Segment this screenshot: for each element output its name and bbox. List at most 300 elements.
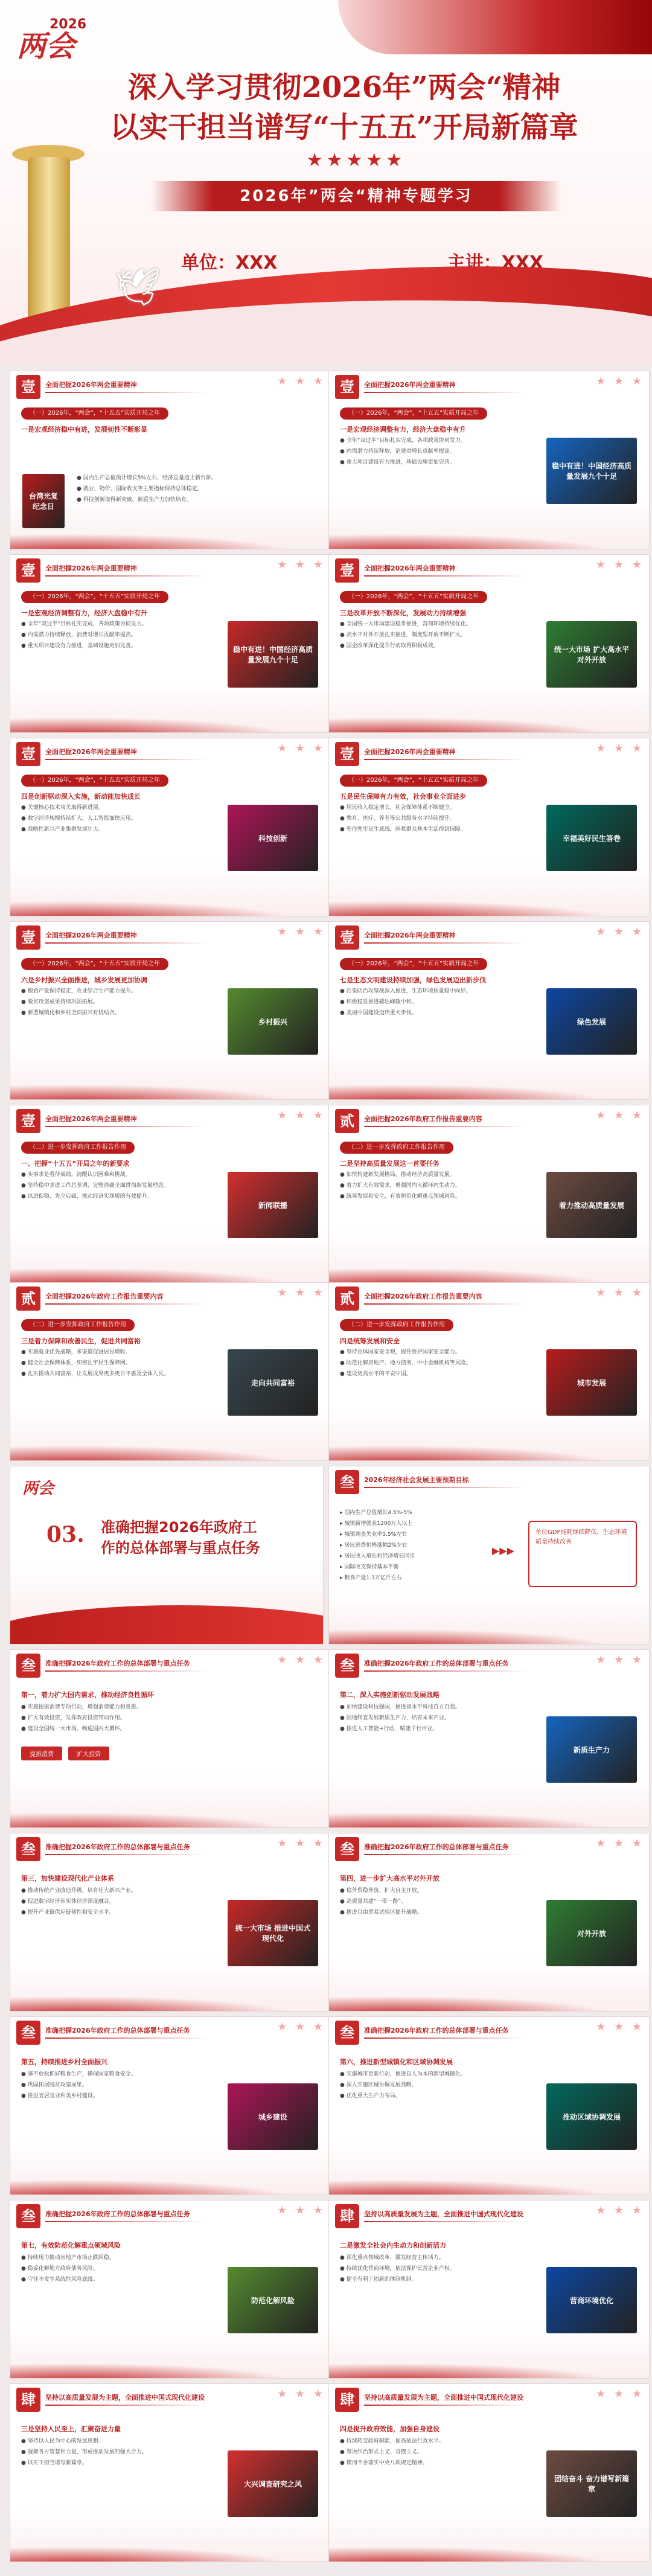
body-paragraph: ● 重大项目建设有力推进，基础设施更加完善。 xyxy=(340,459,455,465)
section-number: 叁 xyxy=(16,2021,40,2045)
paragraph-text: 深入实施区域协调发展战略。 xyxy=(346,2082,417,2088)
paragraph-text: 高质量共建“一带一路”。 xyxy=(346,1899,407,1905)
footer-wave xyxy=(329,2543,649,2562)
content-slide xyxy=(10,921,331,1100)
paragraph-text: 着力扩大有效需求，增强国内大循环内生动力。 xyxy=(346,1183,461,1189)
content-slide xyxy=(10,554,331,733)
footer-wave xyxy=(10,2176,330,2194)
body-paragraph: ● 健全社会保障体系，织密扎牢民生保障网。 xyxy=(21,1360,131,1366)
target-text: 粮食产量1.3万亿斤左右 xyxy=(344,1575,402,1581)
body-paragraph: ● 实施提振消费专项行动，增强消费能力和意愿。 xyxy=(21,1704,142,1710)
unit-label: 单位：XXX xyxy=(181,252,278,273)
body-paragraph: ● 建设更高水平的平安中国。 xyxy=(340,1371,412,1377)
section-title: 全面把握2026年两会重要精神 xyxy=(364,748,456,756)
paragraph-text: 坚持以人民为中心的发展思想。 xyxy=(27,2438,104,2444)
slide-heading: 三是改革开放不断深化，发展动力持续增强 xyxy=(340,609,466,617)
header-underline xyxy=(45,2221,208,2222)
body-paragraph: ● 全年“双过半”目标扎实完成，各项政策协同发力。 xyxy=(340,438,467,444)
section-number: 肆 xyxy=(16,2388,40,2412)
paragraph-text: 提升产业链供应链韧性和安全水平。 xyxy=(27,1910,115,1916)
section-number: 壹 xyxy=(335,925,359,950)
section-number: 肆 xyxy=(335,2204,359,2228)
paragraph-text: 推动传统产业改造升级，培育壮大新兴产业。 xyxy=(27,1888,136,1894)
section-title: 全面把握2026年两会重要精神 xyxy=(364,381,456,389)
section-number: 叁 xyxy=(335,1837,359,1861)
body-paragraph: ● 巩固拓展脱贫攻坚成果。 xyxy=(21,2082,88,2088)
header-underline xyxy=(364,759,527,760)
content-slide xyxy=(328,2016,650,2195)
target-text: 国内生产总值增长4.5%-5% xyxy=(344,1510,412,1516)
slide-body xyxy=(21,2437,214,2470)
slide-heading: 第六，推进新型城镇化和区域协调发展 xyxy=(340,2058,453,2066)
footer-wave xyxy=(329,1626,649,1644)
header-underline xyxy=(45,2037,208,2039)
paragraph-text: 实事求是看待成绩，清醒认识困难和挑战。 xyxy=(27,1172,131,1178)
cover-title-line2: 以实干担当谱写“十五五”开局新篇章 xyxy=(110,110,578,144)
paragraph-text: 促进数字经济和实体经济深度融合。 xyxy=(27,1899,115,1905)
sub-banner: （一）2026年，“两会”，“十五五”实质开局之年 xyxy=(21,958,168,970)
section-number: 肆 xyxy=(335,2388,359,2412)
section-number: 壹 xyxy=(16,742,40,766)
paragraph-text: 高水平对外开放扎实推进，制度型开放不断扩大。 xyxy=(346,632,466,638)
paragraph-text: 科技创新取得新突破，新质生产力加快培育。 xyxy=(83,497,192,503)
header-underline xyxy=(364,392,527,393)
paragraph-text: 实施提振消费专项行动，增强消费能力和意愿。 xyxy=(27,1704,142,1710)
paragraph-text: 因地制宜发展新质生产力，培育未来产业。 xyxy=(346,1715,450,1721)
body-paragraph: ● 美丽中国建设迈出重大步伐。 xyxy=(340,1010,417,1016)
slide-image xyxy=(546,2450,637,2517)
paragraph-text: 实施就业优先战略，多渠道促进居民增收。 xyxy=(27,1349,131,1355)
content-slide xyxy=(10,1833,331,2012)
cover-slide xyxy=(0,0,652,365)
body-paragraph: ● 持续优化营商环境，依法保护民营企业产权。 xyxy=(340,2266,455,2272)
body-paragraph: ● 深化重点领域改革，激发经营主体活力。 xyxy=(340,2255,444,2261)
body-paragraph: ● 高水平对外开放扎实推进，制度型开放不断扩大。 xyxy=(340,632,466,638)
section-title: 全面把握2026年两会重要精神 xyxy=(364,932,456,939)
footer-wave xyxy=(329,1809,649,1827)
target-item: ▸ 居民消费价格涨幅2%左右 xyxy=(340,1542,408,1548)
slide-heading: 一、把握“十五五”开局之年的新要求 xyxy=(21,1160,130,1168)
paragraph-text: 重大项目建设有力推进，基础设施更加完善。 xyxy=(27,643,136,649)
paragraph-text: 深化重点领域改革，激发经营主体活力。 xyxy=(346,2255,444,2261)
slide-body xyxy=(340,2437,533,2470)
image-caption: 乡村振兴 xyxy=(258,1017,287,1026)
paragraph-text: 加快建设科技强国，推进高水平科技自立自强。 xyxy=(346,1704,461,1710)
slide-image xyxy=(546,805,637,871)
content-slide xyxy=(328,1105,650,1283)
body-paragraph: ● 污染防治攻坚战深入推进，生态环境质量稳中向好。 xyxy=(340,988,471,994)
slide-body xyxy=(21,2070,214,2103)
slide-heading: 第一，着力扩大国内需求，推动经济良性循环 xyxy=(21,1691,154,1699)
footer-wave xyxy=(329,1993,649,2011)
speaker-label: 主讲：XXX xyxy=(447,252,543,273)
slide-heading: 一是宏观经济调整有力，经济大盘稳中有升 xyxy=(340,426,466,433)
topic-tag: 提振消费 xyxy=(21,1747,62,1760)
slide-body xyxy=(340,1171,533,1203)
slide-image xyxy=(546,2083,637,2150)
star-decoration: ★ ★ ★ xyxy=(596,1109,644,1122)
body-paragraph: ● 守住不发生系统性风险底线。 xyxy=(21,2277,98,2283)
sub-banner: （一）2026年，“两会”，“十五五”实质开局之年 xyxy=(21,591,168,603)
slide-body xyxy=(21,1348,214,1381)
section-title: 坚持以高质量发展为主题，全面推进中国式现代化建设 xyxy=(45,2394,205,2402)
slide-heading: 二是坚持高质量发展这一首要任务 xyxy=(340,1160,439,1168)
paragraph-text: 战略性新兴产业集群发展壮大。 xyxy=(27,826,104,833)
section-number: 贰 xyxy=(16,1286,40,1311)
section-number: 壹 xyxy=(16,925,40,950)
image-caption: 对外开放 xyxy=(577,1929,606,1938)
slide-image xyxy=(228,2450,318,2517)
body-paragraph: ● 脱贫攻坚成果持续巩固拓展。 xyxy=(21,999,98,1005)
paragraph-text: 全年“双过半”目标扎实完成，各项政策协同发力。 xyxy=(27,621,148,627)
sub-banner: （二）进一步发挥政府工作报告作用 xyxy=(340,1319,453,1331)
paragraph-text: 毫不放松抓好粮食生产，确保国家粮食安全。 xyxy=(27,2071,136,2077)
star-decoration: ★ ★ ★ xyxy=(277,558,325,571)
content-slide xyxy=(10,1649,331,1828)
content-slide xyxy=(328,554,650,733)
image-caption: 新闻联播 xyxy=(258,1201,287,1210)
target-callout xyxy=(528,1521,637,1587)
target-text: 国际收支保持基本平衡 xyxy=(344,1564,399,1570)
slide-body xyxy=(21,804,214,836)
body-paragraph: ● 推进宜居宜业和美乡村建设。 xyxy=(21,2093,98,2099)
paragraph-text: 全国统一大市场建设稳步推进，营商环境持续优化。 xyxy=(346,621,471,627)
header-underline xyxy=(45,575,208,577)
slide-image xyxy=(546,988,637,1055)
header-underline xyxy=(45,1126,208,1127)
slide-body xyxy=(340,1887,533,1919)
section-number: 叁 xyxy=(335,1654,359,1678)
target-text: 居民消费价格涨幅2%左右 xyxy=(344,1542,408,1548)
body-paragraph: ● 新型城镇化和乡村全面振兴有机结合。 xyxy=(21,1010,120,1016)
section-title: 坚持以高质量发展为主题，全面推进中国式现代化建设 xyxy=(364,2210,523,2218)
footer-wave xyxy=(329,2360,649,2378)
callout-text: 单位GDP能耗继续降低，生态环境质量持续改善 xyxy=(535,1529,627,1545)
body-paragraph: ● 凝聚各方智慧和力量，形成推动发展的强大合力。 xyxy=(21,2449,147,2455)
content-slide xyxy=(10,1282,331,1461)
body-paragraph: ● 兜住兜牢民生底线，困难群众基本生活得到保障。 xyxy=(340,826,466,833)
footer-wave xyxy=(329,1081,649,1099)
section-title: 全面把握2026年两会重要精神 xyxy=(45,564,137,572)
paragraph-text: 建设全国统一大市场，畅通国内大循环。 xyxy=(27,1726,126,1732)
section-number: 叁 xyxy=(16,1654,40,1678)
paragraph-text: 坚持稳中求进工作总基调，完整准确全面贯彻新发展理念。 xyxy=(27,1183,169,1189)
header-underline xyxy=(364,1854,527,1855)
targets-list xyxy=(340,1509,491,1585)
section-number: 叁 xyxy=(16,2204,40,2228)
content-slide xyxy=(10,738,331,916)
section-title: 准确把握2026年政府工作的总体部署与重点任务 xyxy=(364,2027,509,2034)
paragraph-text: 教育、医疗、养老等公共服务水平持续提升。 xyxy=(346,816,455,822)
image-caption: 大兴调查研究之风 xyxy=(243,2479,302,2488)
header-underline xyxy=(364,2405,527,2406)
section-title: 全面把握2026年两会重要精神 xyxy=(364,564,456,572)
paragraph-text: 居民收入稳定增长，社会保障体系不断健全。 xyxy=(346,805,455,811)
body-paragraph: ● 推进人工智能+行动，赋能千行百业。 xyxy=(340,1726,438,1732)
paragraph-text: 坚决纠治形式主义、官僚主义。 xyxy=(346,2449,423,2455)
target-item: ▸ 城镇调查失业率5.5%左右 xyxy=(340,1532,408,1538)
body-paragraph: ● 防范化解房地产、地方债务、中小金融机构等风险。 xyxy=(340,1360,471,1366)
section-number: 壹 xyxy=(16,558,40,583)
section-title: 全面把握2026年政府工作报告重要内容 xyxy=(364,1115,482,1123)
body-paragraph: ● 内需潜力持续释放，消费对增长贡献率提高。 xyxy=(340,449,455,455)
logo-text: 两会 xyxy=(17,30,75,63)
content-slide xyxy=(10,1105,331,1283)
slide-image xyxy=(22,474,65,528)
body-paragraph: ● 国企改革深化提升行动取得积极成效。 xyxy=(340,643,439,649)
header-underline xyxy=(364,575,527,577)
body-paragraph: ● 居民收入稳定增长，社会保障体系不断健全。 xyxy=(340,805,455,811)
image-caption: 团结奋斗 奋力谱写新篇章 xyxy=(554,2475,630,2493)
slide-body xyxy=(340,620,533,653)
body-paragraph: ● 稳妥化解地方政府债务风险。 xyxy=(21,2266,98,2272)
body-paragraph: ● 重大项目建设有力推进，基础设施更加完善。 xyxy=(21,643,136,649)
target-text: 城镇新增就业1200万人以上 xyxy=(344,1521,413,1527)
body-paragraph: ● 加快构建新发展格局，推动经济高质量发展。 xyxy=(340,1172,455,1178)
body-paragraph: ● 统筹发展和安全，有效防范化解重点领域风险。 xyxy=(340,1194,461,1200)
target-item: ▸ 国际收支保持基本平衡 xyxy=(340,1564,399,1570)
header-underline xyxy=(364,1126,527,1127)
paragraph-text: 国企改革深化提升行动取得积极成效。 xyxy=(346,643,439,649)
paragraph-text: 持续用力推动房地产市场止跌回稳。 xyxy=(27,2255,115,2261)
slide-heading: 第四，进一步扩大高水平对外开放 xyxy=(340,1874,439,1882)
target-text: 居民收入增长和经济增长同步 xyxy=(344,1553,415,1559)
paragraph-text: 凝聚各方智慧和力量，形成推动发展的强大合力。 xyxy=(27,2449,147,2455)
header-underline xyxy=(45,942,208,944)
paragraph-text: 建设更高水平的平安中国。 xyxy=(346,1371,412,1377)
section-number: 叁 xyxy=(16,1837,40,1861)
image-caption: 新质生产力 xyxy=(573,1745,610,1754)
cover-title-line1: 深入学习贯彻2026年”两会“精神 xyxy=(127,71,561,104)
body-paragraph: ● 全年“双过半”目标扎实完成，各项政策协同发力。 xyxy=(21,621,148,627)
paragraph-text: 稳外贸稳外资，扩大自主开放。 xyxy=(346,1888,423,1894)
header-underline xyxy=(364,1670,527,1672)
body-paragraph: ● 粮食产量保持稳定，农业综合生产能力提升。 xyxy=(21,988,136,994)
slide-image xyxy=(546,1172,637,1238)
paragraph-text: 扩大有效投资，发挥政府投资带动作用。 xyxy=(27,1715,126,1721)
paragraph-text: 守住不发生系统性风险底线。 xyxy=(27,2277,98,2283)
star-decoration: ★ ★ ★ xyxy=(596,2388,644,2400)
paragraph-text: 稳妥化解地方政府债务风险。 xyxy=(27,2266,98,2272)
body-paragraph: ● 国内生产总值预计增长5%左右，经济总量迈上新台阶。 xyxy=(77,475,217,481)
section-title: 准确把握2026年政府工作的总体部署与重点任务 xyxy=(364,1660,509,1667)
section-cover-title-line1: 准确把握2026年政府工 xyxy=(101,1519,257,1536)
paragraph-text: 污染防治攻坚战深入推进，生态环境质量稳中向好。 xyxy=(346,988,471,994)
sub-banner: （一）2026年，“两会”，“十五五”实质开局之年 xyxy=(340,958,487,970)
image-caption: 稳中有进！中国经济高质量发展九个十足 xyxy=(232,645,313,664)
footer-wave xyxy=(329,531,649,549)
target-item: ▸ 国内生产总值增长4.5%-5% xyxy=(340,1510,412,1516)
footer-wave xyxy=(10,1265,330,1283)
sub-banner: （一）2026年，“两会”，“十五五”实质开局之年 xyxy=(340,407,487,420)
arrow-icon: ▶▶▶ xyxy=(492,1545,514,1556)
section-number: 壹 xyxy=(16,375,40,399)
section-cover-wave xyxy=(10,1605,324,1644)
body-paragraph: ● 坚决纠治形式主义、官僚主义。 xyxy=(340,2449,423,2455)
dove-icon: 🕊 xyxy=(115,266,161,308)
image-caption: 绿色发展 xyxy=(577,1017,606,1026)
body-paragraph: ● 优化重大生产力布局。 xyxy=(340,2093,401,2099)
star-decoration: ★ ★ ★ xyxy=(277,2204,325,2217)
slide-image xyxy=(546,1349,637,1416)
content-slide xyxy=(10,371,331,549)
header-underline xyxy=(45,759,208,760)
paragraph-text: 持续优化营商环境，依法保护民营企业产权。 xyxy=(346,2266,455,2272)
star-decoration: ★ ★ ★ xyxy=(596,1286,644,1299)
star-decoration: ★ ★ ★ xyxy=(596,2021,644,2033)
topic-tag: 扩大投资 xyxy=(68,1747,109,1760)
content-slide xyxy=(328,1282,650,1461)
body-paragraph: ● 战略性新兴产业集群发展壮大。 xyxy=(21,826,104,833)
image-caption: 城市发展 xyxy=(577,1378,606,1387)
content-slide xyxy=(328,371,650,549)
paragraph-text: 巩固拓展脱贫攻坚成果。 xyxy=(27,2082,88,2088)
body-paragraph: ● 坚持总体国家安全观，提升维护国家安全能力。 xyxy=(340,1349,461,1355)
body-paragraph: ● 全国统一大市场建设稳步推进，营商环境持续优化。 xyxy=(340,621,471,627)
image-caption: 台湾光复纪念日 xyxy=(28,492,58,511)
star-decoration: ★ ★ ★ xyxy=(596,1837,644,1850)
body-paragraph: ● 实施就业优先战略，多渠道促进居民增收。 xyxy=(21,1349,131,1355)
section-title: 全面把握2026年政府工作报告重要内容 xyxy=(45,1293,164,1300)
slide-heading: 第三，加快建设现代化产业体系 xyxy=(21,1874,114,1882)
slide-heading: 第七，有效防范化解重点领域风险 xyxy=(21,2242,121,2249)
body-paragraph: ● 毫不放松抓好粮食生产，确保国家粮食安全。 xyxy=(21,2071,136,2077)
section-title: 全面把握2026年两会重要精神 xyxy=(45,1115,137,1123)
slide-heading: 五是民生保障有力有效，社会事业全面进步 xyxy=(340,793,466,801)
section-number: 贰 xyxy=(335,1109,359,1133)
paragraph-text: 优化重大生产力布局。 xyxy=(346,2093,401,2099)
footer-wave xyxy=(329,898,649,916)
target-item: ▸ 城镇新增就业1200万人以上 xyxy=(340,1521,413,1527)
topic-tags xyxy=(21,1747,109,1760)
slide-body xyxy=(340,2254,533,2286)
header-underline xyxy=(364,942,527,944)
paragraph-text: 推进自由贸易试验区提升战略。 xyxy=(346,1910,423,1916)
header-underline xyxy=(45,2405,208,2406)
section-title: 全面把握2026年两会重要精神 xyxy=(45,381,137,389)
body-paragraph: ● 高质量共建“一带一路”。 xyxy=(340,1899,407,1905)
body-paragraph: ● 健全有利于创新的体制机制。 xyxy=(340,2277,417,2283)
section-number: 叁 xyxy=(335,1470,359,1494)
star-decoration: ★ ★ ★ xyxy=(596,375,644,388)
paragraph-text: 脱贫攻坚成果持续巩固拓展。 xyxy=(27,999,98,1005)
content-slide xyxy=(328,1833,650,2012)
sub-banner: （一）2026年，“两会”，“十五五”实质开局之年 xyxy=(21,407,168,420)
footer-wave xyxy=(10,1081,330,1099)
slide-image xyxy=(228,1349,318,1416)
targets-slide xyxy=(328,1466,650,1644)
body-paragraph: ● 内需潜力持续释放，消费对增长贡献率提高。 xyxy=(21,632,136,638)
image-caption: 科技创新 xyxy=(258,834,287,843)
body-paragraph: ● 关键核心技术攻关取得新进展。 xyxy=(21,805,104,811)
body-paragraph: ● 推动传统产业改造升级，培育壮大新兴产业。 xyxy=(21,1888,136,1894)
body-paragraph: ● 实施城市更新行动，推进以人为本的新型城镇化。 xyxy=(340,2071,466,2077)
cover-subtitle: 2026年”两会“精神专题学习 xyxy=(151,181,561,211)
slide-heading: 七是生态文明建设持续加强，绿色发展迈出新步伐 xyxy=(340,976,486,984)
paragraph-text: 推进人工智能+行动，赋能千行百业。 xyxy=(346,1726,438,1732)
body-paragraph: ● 提升产业链供应链韧性和安全水平。 xyxy=(21,1910,115,1916)
slide-image xyxy=(228,1900,318,1966)
body-paragraph: ● 以实干担当谱写新篇章。 xyxy=(21,2460,88,2466)
slide-image xyxy=(228,1172,318,1238)
image-caption: 幸福美好民生答卷 xyxy=(562,834,621,843)
target-item: ▸ 居民收入增长和经济增长同步 xyxy=(340,1553,415,1559)
slide-image xyxy=(546,1900,637,1966)
section-number: 壹 xyxy=(335,558,359,583)
slide-heading: 第五，持续推进乡村全面振兴 xyxy=(21,2058,107,2066)
section-title: 准确把握2026年政府工作的总体部署与重点任务 xyxy=(45,1843,190,1851)
sub-banner: （二）进一步发挥政府工作报告作用 xyxy=(340,1142,453,1154)
body-paragraph: ● 坚持以人民为中心的发展思想。 xyxy=(21,2438,104,2444)
slide-heading: 第二，深入实施创新驱动发展战略 xyxy=(340,1691,439,1699)
ribbon-decoration xyxy=(338,0,652,54)
section-title: 坚持以高质量发展为主题，全面推进中国式现代化建设 xyxy=(364,2394,523,2402)
star-decoration: ★ ★ ★ xyxy=(596,925,644,938)
paragraph-text: 新型城镇化和乡村全面振兴有机结合。 xyxy=(27,1010,120,1016)
slide-image xyxy=(228,2083,318,2150)
slide-heading: 四是创新驱动深入实施，新动能加快成长 xyxy=(21,793,141,801)
body-paragraph: ● 科技创新取得新突破，新质生产力加快培育。 xyxy=(77,497,192,503)
slide-body xyxy=(340,804,533,836)
slide-body xyxy=(340,987,533,1020)
image-caption: 统一大市场 扩大高水平对外开放 xyxy=(554,645,630,664)
slide-heading: 六是乡村振兴全面推进，城乡发展更加协调 xyxy=(21,976,147,984)
header-underline xyxy=(364,1303,527,1305)
slide-header xyxy=(329,1466,649,1500)
body-paragraph: ● 坚持稳中求进工作总基调，完整准确全面贯彻新发展理念。 xyxy=(21,1183,169,1189)
star-decoration: ★ ★ ★ xyxy=(277,742,325,755)
image-caption: 着力推动高质量发展 xyxy=(558,1201,624,1210)
header-underline xyxy=(364,2221,527,2222)
star-decoration: ★ ★ ★ xyxy=(277,1109,325,1122)
body-paragraph: ● 积极稳妥推进碳达峰碳中和。 xyxy=(340,999,417,1005)
content-slide xyxy=(328,2383,650,2562)
footer-wave xyxy=(329,714,649,732)
image-caption: 营商环境优化 xyxy=(569,2296,613,2305)
body-paragraph: ● 促进数字经济和实体经济深度融合。 xyxy=(21,1899,115,1905)
paragraph-text: 兜住兜牢民生底线，困难群众基本生活得到保障。 xyxy=(346,826,466,833)
star-decoration: ★ ★ ★ xyxy=(277,1654,325,1666)
image-caption: 城乡建设 xyxy=(258,2112,287,2121)
footer-wave xyxy=(329,2176,649,2194)
slide-heading: 一是宏观经济调整有力，经济大盘稳中有升 xyxy=(21,609,147,617)
paragraph-text: 就业、物价、国际收支等主要指标保持总体稳定。 xyxy=(83,486,203,492)
paragraph-text: 国内生产总值预计增长5%左右，经济总量迈上新台阶。 xyxy=(83,475,217,481)
body-paragraph: ● 深入实施区域协调发展战略。 xyxy=(340,2082,417,2088)
paragraph-text: 重大项目建设有力推进，基础设施更加完善。 xyxy=(346,459,455,465)
slide-heading: 三是坚持人民至上，汇聚奋进力量 xyxy=(21,2425,121,2433)
section-cover xyxy=(10,1466,324,1644)
paragraph-text: 内需潜力持续释放，消费对增长贡献率提高。 xyxy=(27,632,136,638)
content-slide xyxy=(10,2016,331,2195)
slide-heading: 一是宏观经济稳中有进，发展韧性不断彰显 xyxy=(21,426,147,433)
section-number: 壹 xyxy=(335,375,359,399)
header-underline xyxy=(364,2037,527,2039)
slide-body xyxy=(21,2254,214,2286)
body-paragraph: ● 稳外贸稳外资，扩大自主开放。 xyxy=(340,1888,423,1894)
footer-wave xyxy=(10,714,330,732)
slide-image xyxy=(228,988,318,1055)
section-title: 准确把握2026年政府工作的总体部署与重点任务 xyxy=(364,1843,509,1851)
section-cover-logo: 两会 xyxy=(22,1480,54,1498)
paragraph-text: 以实干担当谱写新篇章。 xyxy=(27,2460,88,2466)
paragraph-text: 持续转变政府职能，提高依法行政水平。 xyxy=(346,2438,444,2444)
target-item: ▸ 粮食产量1.3万亿斤左右 xyxy=(340,1575,402,1581)
sub-banner: （二）进一步发挥政府工作报告作用 xyxy=(21,1142,135,1154)
sub-banner: （一）2026年，“两会”，“十五五”实质开局之年 xyxy=(340,775,487,787)
sub-banner: （一）2026年，“两会”，“十五五”实质开局之年 xyxy=(21,775,168,787)
slide-body xyxy=(21,1887,214,1919)
